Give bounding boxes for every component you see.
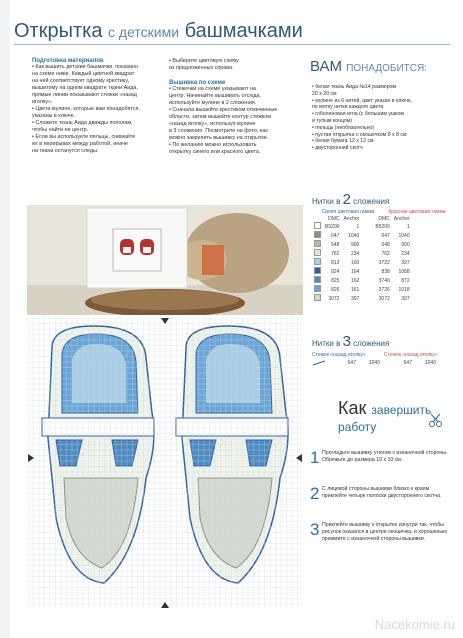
page-title: Открытка с детскими башмачками	[14, 20, 303, 42]
threads-2-table	[312, 209, 452, 303]
text-line: прямые линии показывают стежки «назад	[32, 92, 137, 98]
text-line: • мулине из 6 нитей, цвет указан в ключе,	[312, 97, 413, 104]
text-line: • Цвета мулине, которые вам понадобятся,	[32, 106, 140, 112]
scissors-icon	[428, 412, 444, 433]
thread-row: 3072 397 3072 397	[312, 294, 412, 303]
threads-2-grid: DMC Anchor DMC Anchor B5200 1 B5200 1 647 1040 647 1040 648 900 648 900 762 234 762 234 813 160 3722 397 824 164 838 1088 825 162 3740 872 826 161 3726 1018 3072 397 3072 397	[312, 215, 412, 303]
prep-section	[32, 58, 164, 155]
text-line: «назад иголку», используя мулине	[169, 121, 256, 127]
prep-heading: Подготовка материалов	[32, 58, 104, 64]
thread-row: B5200 1 B5200 1	[312, 222, 412, 231]
howto-title: Как завершить	[338, 398, 432, 418]
text-line: • Стежочки на схеме указывают на	[169, 86, 256, 92]
text-line: • Сначала вышейте крестиком отмеченные	[169, 107, 278, 113]
thread-row: 647 1040 647 1040	[312, 231, 412, 240]
text-line: на схеме ниже. Каждый цветной квадрат	[32, 71, 135, 77]
text-line: и тупым концом)	[312, 117, 353, 124]
thread-row: 813 160 3722 397	[312, 258, 412, 267]
thread-swatch	[312, 294, 323, 303]
text-line: центр. Начинайте вышивать отсюда,	[169, 93, 262, 99]
text-line: по мотку нитки каждого цвета	[312, 104, 384, 111]
watermark: Nacekomie.ru	[374, 617, 455, 632]
backstitch-swatch	[312, 360, 332, 368]
scheme-intro	[169, 58, 299, 72]
text-line: открытку синего или красного цвета.	[169, 149, 261, 155]
text-line: указаны в ключе.	[32, 113, 76, 119]
text-line: • двусторонний скотч	[312, 145, 363, 152]
text-line: их в перерывах между работой, иначе	[32, 141, 128, 147]
text-line: в 3 сложения. Посмотрите на фото, как	[169, 128, 268, 134]
thread-swatch	[312, 240, 323, 249]
embroidery-section	[169, 58, 299, 156]
howto-subtitle: работу	[338, 420, 377, 434]
thread-swatch	[312, 276, 323, 285]
text-line: можно закрепить вышивку на открытке.	[169, 135, 269, 141]
thread-row: 648 900 648 900	[312, 240, 412, 249]
text-line: из предложенных справа.	[169, 65, 234, 71]
threads-3-title: Нитки в 3 сложения	[312, 333, 390, 350]
card-photo	[27, 205, 303, 315]
howto-step-2: 2 С лицевой стороны вышивки близко к краям приклейте четыре полоски двустороннего скотча.	[310, 484, 442, 503]
text-line: • По желанию можно использовать	[169, 142, 257, 148]
embroidery-text	[169, 86, 299, 156]
text-line: 20 х 20 см	[312, 90, 337, 97]
text-line: • Сложите ткань Аида дважды пополам,	[32, 120, 133, 126]
thread-row: 824 164 838 1088	[312, 267, 412, 276]
page-edge-strip	[0, 0, 10, 638]
text-line: • пяльцы (необязательно)	[312, 124, 375, 131]
text-line: используйте мулине в 2 сложения.	[169, 100, 257, 106]
text-line: на ткани останутся следы.	[32, 148, 99, 154]
thread-swatch	[312, 267, 323, 276]
cross-stitch-chart	[28, 318, 302, 608]
text-line: вышитому на одном квадрате ткани Аида,	[32, 85, 138, 91]
title-divider	[14, 44, 450, 45]
blue-scheme-label: Синяя цветовая гамма	[321, 209, 375, 215]
threads-3-table: Стежок «назад иголку» Стежок «назад иголку» 647 1040 647 1040	[312, 352, 438, 366]
thread-row: 826 161 3726 1018	[312, 285, 412, 294]
text-line: иголку».	[32, 99, 53, 105]
text-line: • пустая открытка с окошечком 8 х 8 см	[312, 131, 407, 138]
thread-swatch	[312, 231, 323, 240]
text-line: • Как вышить детские башмачки, показано	[32, 64, 138, 70]
thread-swatch	[312, 249, 323, 258]
thread-row: 825 162 3740 872	[312, 276, 412, 285]
thread-swatch	[312, 258, 323, 267]
text-line: чтобы найти ее центр.	[32, 127, 89, 133]
text-line: на ней соответствует одному крестику,	[32, 78, 129, 84]
needs-list	[312, 84, 430, 152]
embroidery-heading: Вышивка по схеме	[169, 80, 226, 86]
red-scheme-label: Красная цветовая гамма	[388, 209, 446, 215]
text-line: области, затем вышейте контур стежком	[169, 114, 271, 120]
howto-step-1: 1 Прогладьте вышивку утюгом с изнаночной стороны. Обрежьте до размера 10 х 10 см.	[310, 448, 448, 467]
text-line: • Если вы используете пяльцы, снимайте	[32, 134, 136, 140]
needs-title: ВАМ ПОНАДОБИТСЯ:	[310, 58, 428, 75]
text-line: • белая ткань Аида №14 размером	[312, 84, 397, 90]
thread-swatch	[312, 285, 323, 294]
prep-text	[32, 64, 164, 155]
text-line: • гобеленовая игла (с большим ушком	[312, 111, 404, 118]
thread-swatch	[312, 222, 323, 231]
threads-2-title: Нитки в 2 сложения	[312, 191, 390, 208]
text-line: • белая бумага 12 х 12 см	[312, 138, 374, 145]
thread-row: 762 234 762 234	[312, 249, 412, 258]
howto-step-3: 3 Приклейте вышивку к открытке изнутри так, чтобы рисунок оказался в центре окошечка, и хорошенько прижмите с изнаночной стороны вышивки.	[310, 520, 448, 542]
text-line: • Выберите цветовую схему	[169, 58, 239, 64]
